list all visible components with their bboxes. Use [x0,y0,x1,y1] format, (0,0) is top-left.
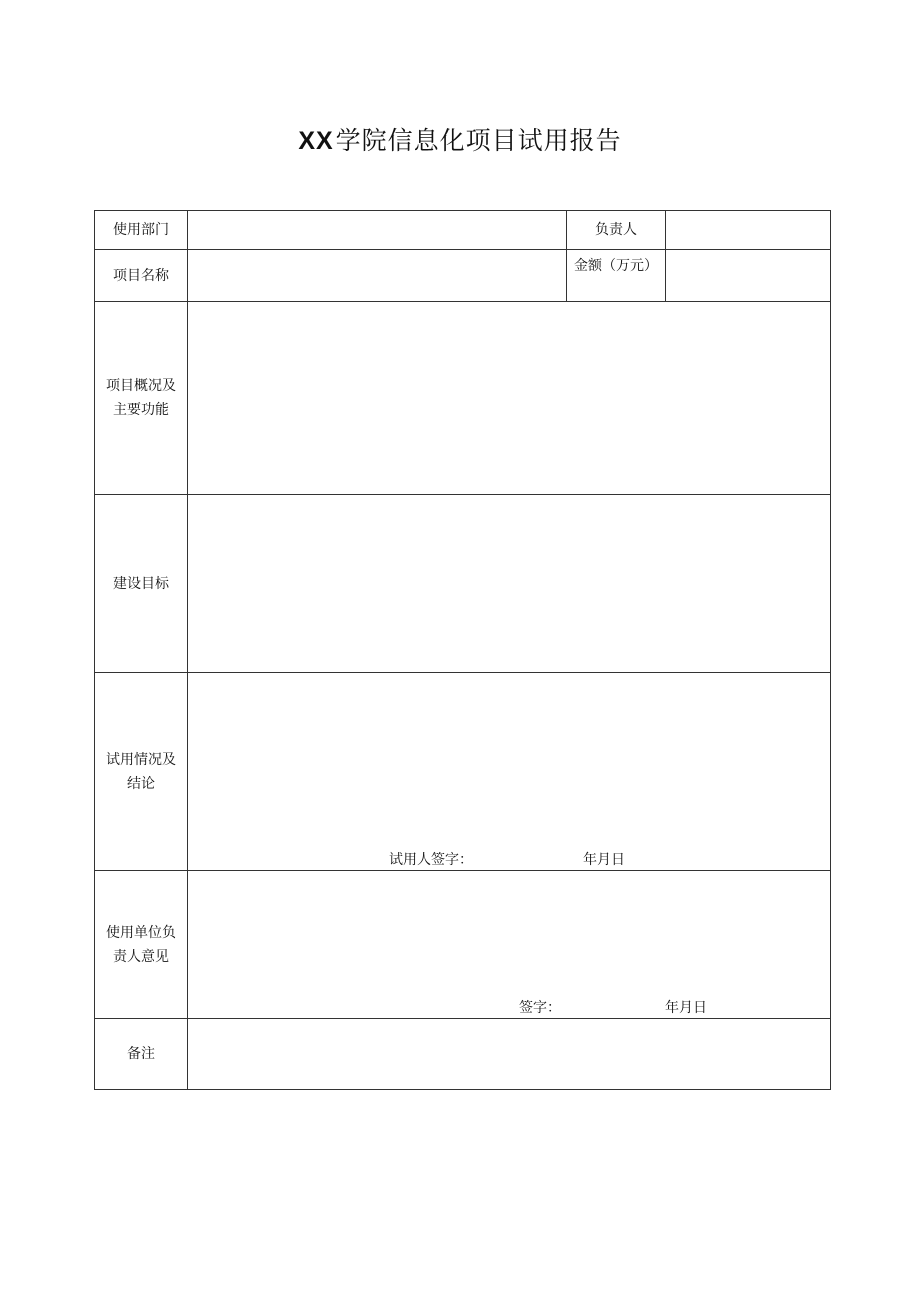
unit-opinion-label [95,871,188,1019]
unit-signature-label: 签字： [519,1000,561,1016]
remarks-field[interactable] [188,1019,831,1090]
overview-label [95,302,188,495]
document-title [0,121,920,157]
department-label: 使用部门 [95,211,188,250]
trial-label-line2: 结论 [127,775,155,792]
leader-field[interactable] [666,211,831,250]
document-title-prefix: XX [298,127,334,155]
trial-date-label: 年月日 [583,852,625,868]
overview-field[interactable] [188,302,831,495]
overview-label-line2: 主要功能 [113,402,169,418]
trial-report-form [94,210,831,1090]
unit-opinion-label-line2: 责人意见 [113,948,169,965]
goal-field[interactable] [188,495,831,673]
amount-label: 金额（万元） [567,250,666,302]
row-project-name [95,250,831,302]
row-remarks [95,1019,831,1090]
trial-label-line1: 试用情况及 [106,751,176,768]
row-unit-opinion [95,871,831,1019]
unit-opinion-label-line1: 使用单位负 [106,924,176,941]
trial-signature-label: 试用人签字： [389,852,473,868]
project-name-field[interactable] [188,250,567,302]
document-title-main: 学院信息化项目试用报告 [335,126,622,155]
unit-date-label: 年月日 [665,1000,707,1016]
row-trial [95,673,831,871]
remarks-label: 备注 [95,1019,188,1090]
department-field[interactable] [188,211,567,250]
row-overview [95,302,831,495]
row-department [95,211,831,250]
leader-label: 负责人 [567,211,666,250]
trial-label [95,673,188,871]
row-goal [95,495,831,673]
trial-field[interactable] [188,673,831,871]
project-name-label: 项目名称 [95,250,188,302]
unit-opinion-field[interactable] [188,871,831,1019]
goal-label: 建设目标 [95,495,188,673]
overview-label-line1: 项目概况及 [106,378,176,394]
amount-field[interactable] [666,250,831,302]
